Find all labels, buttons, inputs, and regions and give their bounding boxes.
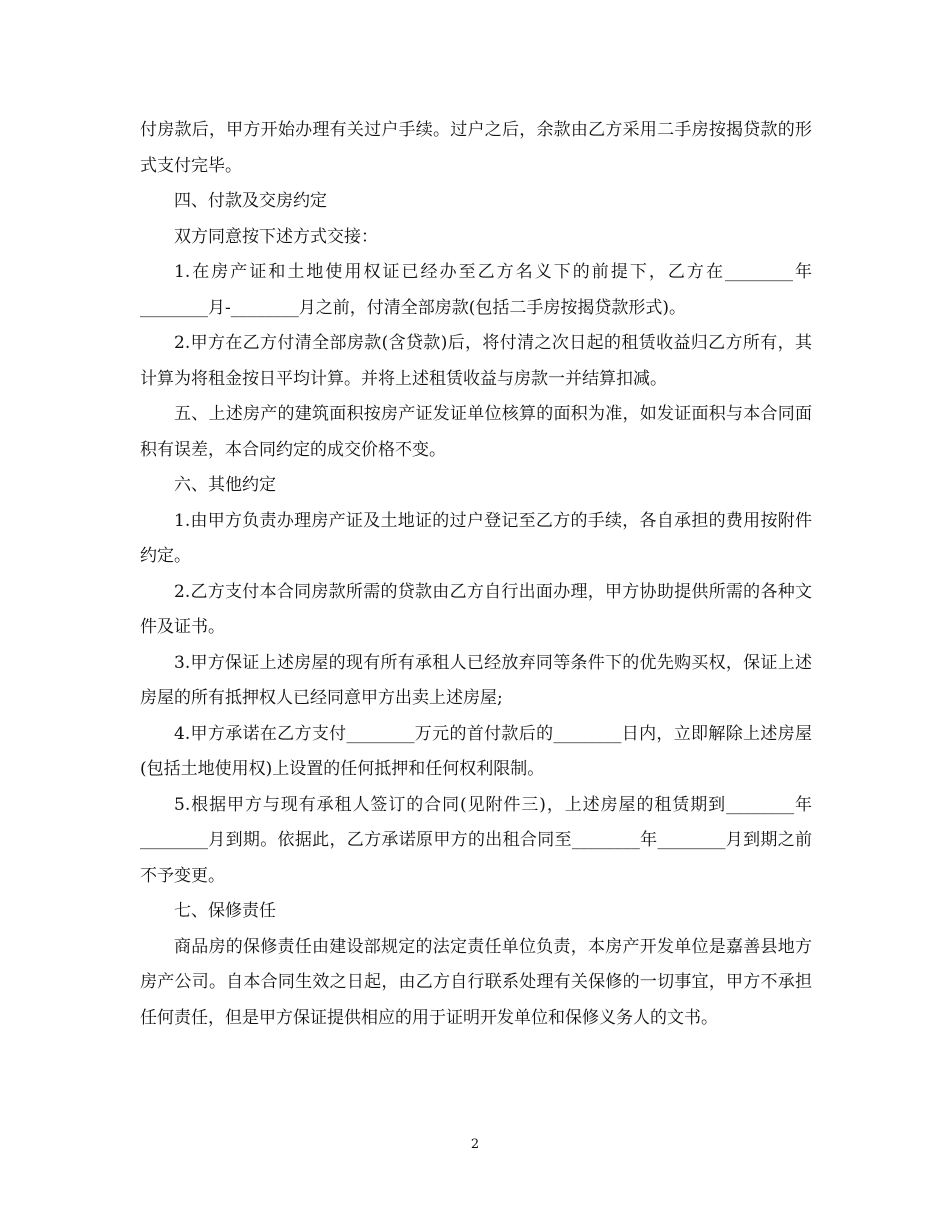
clause-4-1: 1.在房产证和土地使用权证已经办至乙方名义下的前提下，乙方在________年________月-________月之前，付清全部房款(包括二手房按揭贷款形式)。 [140,262,812,318]
clause-6-3: 3.甲方保证上述房屋的现有所有承租人已经放弃同等条件下的优先购买权，保证上述房屋的所有抵押权人已经同意甲方出卖上述房屋; [140,652,812,708]
section-heading-7: 七、保修责任 [174,901,276,921]
section-heading-4: 四、付款及交房约定 [174,191,327,211]
clause-6-5: 5.根据甲方与现有承租人签订的合同(见附件三)，上述房屋的租赁期到________年________月到期。依据此，乙方承诺原甲方的出租合同至________年________月到期之前不予变更。 [140,794,812,886]
paragraph-0: 付房款后，甲方开始办理有关过户手续。过户之后，余款由乙方采用二手房按揭贷款的形式支付完毕。 [140,120,812,176]
clause-6-2: 2.乙方支付本合同房款所需的贷款由乙方自行出面办理，甲方协助提供所需的各种文件及证书。 [140,581,812,637]
page-number: 2 [470,1137,480,1152]
document-body [140,113,812,1036]
clause-4-2: 2.甲方在乙方付清全部房款(含贷款)后，将付清之次日起的租赁收益归乙方所有，其计算为将租金按日平均计算。并将上述租赁收益与房款一并结算扣减。 [140,333,812,389]
section-5: 五、上述房产的建筑面积按房产证发证单位核算的面积为准，如发证面积与本合同面积有误差，本合同约定的成交价格不变。 [140,404,812,460]
paragraph-warranty: 商品房的保修责任由建设部规定的法定责任单位负责，本房产开发单位是嘉善县地方房产公司。自本合同生效之日起，由乙方自行联系处理有关保修的一切事宜，甲方不承担任何责任，但是甲方保证提供相应的用于证明开发单位和保修义务人的文书。 [140,936,812,1028]
clause-6-4: 4.甲方承诺在乙方支付________万元的首付款后的________日内，立即解除上述房屋(包括土地使用权)上设置的任何抵押和任何权利限制。 [140,723,812,779]
paragraph-2: 双方同意按下述方式交接： [174,226,378,247]
section-heading-6: 六、其他约定 [174,475,276,495]
clause-6-1: 1.由甲方负责办理房产证及土地证的过户登记至乙方的手续，各自承担的费用按附件约定。 [140,510,812,566]
